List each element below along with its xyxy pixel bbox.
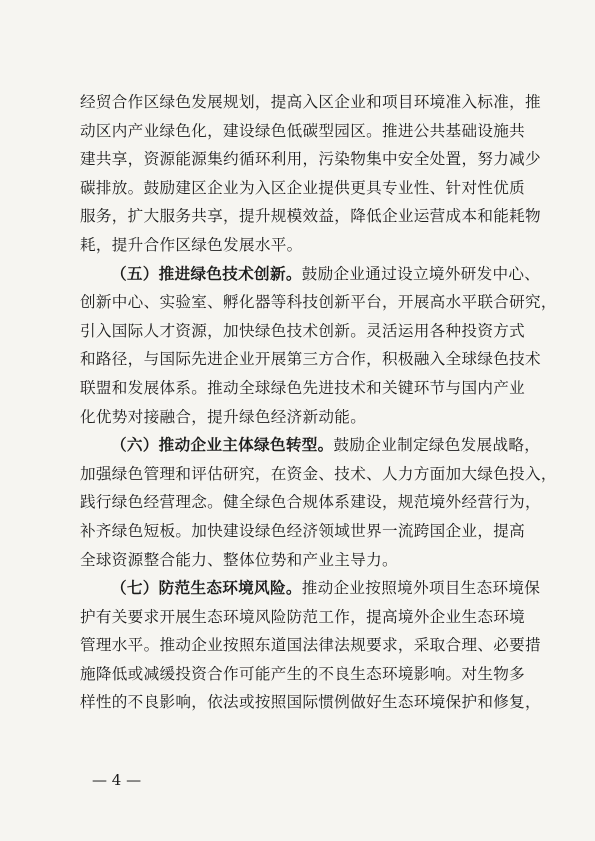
paragraph-line: 和路径，与国际先进企业开展第三方合作，积极融入全球绿色技术 bbox=[80, 350, 541, 369]
paragraph-line: 加强绿色管理和评估研究，在资金、技术、人力方面加大绿色投入， bbox=[80, 464, 557, 483]
paragraph-line: 施降低或减缓投资合作可能产生的不良生态环境影响。对生物多 bbox=[80, 664, 526, 683]
paragraph-line: 践行绿色经营理念。健全绿色合规体系建设，规范境外经营行为， bbox=[80, 493, 541, 512]
section-first-line bbox=[80, 260, 541, 289]
paragraph-line: 样性的不良影响，依法或按照国际惯例做好生态环境保护和修复， bbox=[80, 693, 541, 712]
paragraph-line: 动区内产业绿色化，建设绿色低碳型园区。推进公共基础设施共 bbox=[80, 121, 526, 140]
section-first-line-text: 推动企业按照境外项目生态环境保 bbox=[301, 579, 541, 598]
section-heading-6: （六）推动企业主体绿色转型。 bbox=[111, 435, 334, 455]
paragraph-line: 管理水平。推动企业按照东道国法律法规要求，采取合理、必要措 bbox=[80, 636, 541, 655]
paragraph-line: 引入国际人才资源，加快绿色技术创新。灵活运用各种投资方式 bbox=[80, 321, 526, 340]
page-number: — 4 — bbox=[92, 771, 142, 789]
section-heading-5: （五）推进绿色技术创新。 bbox=[111, 263, 302, 283]
body-text bbox=[80, 88, 557, 717]
paragraph-line: 全球资源整合能力、整体位势和产业主导力。 bbox=[80, 550, 398, 569]
paragraph-line: 联盟和发展体系。推动全球绿色先进技术和关键环节与国内产业 bbox=[80, 378, 526, 397]
paragraph-line: 创新中心、实验室、孵化器等科技创新平台，开展高水平联合研究， bbox=[80, 293, 557, 312]
section-heading-7: （七）防范生态环境风险。 bbox=[111, 578, 302, 598]
section-first-line bbox=[80, 574, 541, 603]
paragraph-line: 化优势对接融合，提升绿色经济新动能。 bbox=[80, 407, 367, 426]
paragraph-line: 碳排放。鼓励建区企业为入区企业提供更具专业性、针对性优质 bbox=[80, 178, 526, 197]
section-first-line bbox=[80, 431, 541, 460]
paragraph-line: 经贸合作区绿色发展规划，提高入区企业和项目环境准入标准，推 bbox=[80, 93, 541, 111]
paragraph-line: 补齐绿色短板。加快建设绿色经济领域世界一流跨国企业，提高 bbox=[80, 521, 526, 540]
paragraph-line: 耗，提升合作区绿色发展水平。 bbox=[80, 235, 303, 254]
paragraph-line: 建共享，资源能源集约循环利用，污染物集中安全处置，努力减少 bbox=[80, 150, 541, 169]
section-first-line-text: 鼓励企业通过设立境外研发中心、 bbox=[301, 264, 541, 283]
paragraph-line: 服务，扩大服务共享，提升规模效益，降低企业运营成本和能耗物 bbox=[80, 207, 541, 226]
paragraph-line: 护有关要求开展生态环境风险防范工作，提高境外企业生态环境 bbox=[80, 607, 526, 626]
section-first-line-text: 鼓励企业制定绿色发展战略， bbox=[333, 436, 541, 455]
